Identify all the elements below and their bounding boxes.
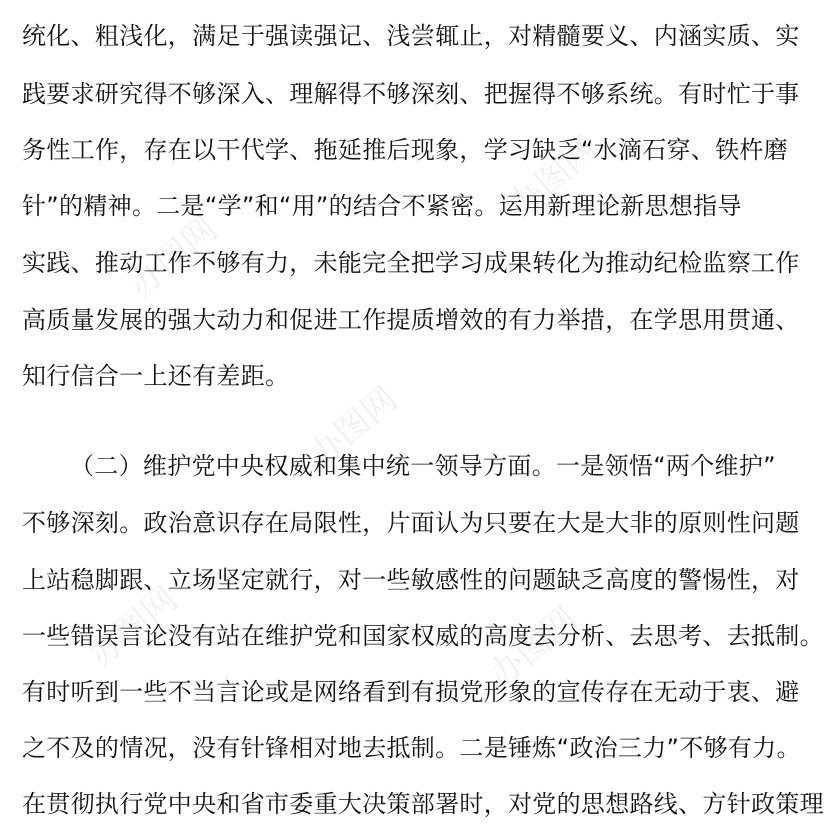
- text-line: 不够深刻。政治意识存在局限性，片面认为只要在大是大非的原则性问题: [22, 509, 800, 537]
- text-line: 高质量发展的强大动力和促进工作提质增效的有力举措，在学思用贯通、: [22, 306, 800, 334]
- text-line: 在贯彻执行党中央和省市委重大决策部署时，对党的思想路线、方针政策理: [22, 790, 824, 818]
- text-line: 之不及的情况，没有针锋相对地去抵制。二是锤炼“政治三力”不够有力。: [22, 734, 801, 762]
- text-line: 针”的精神。二是“学”和“用”的结合不紧密。运用新理论新思想指导: [22, 192, 742, 220]
- text-line: 实践、推动工作不够有力，未能完全把学习成果转化为推动纪检监察工作: [22, 249, 800, 277]
- watermark-text: 办图网: [81, 579, 186, 676]
- text-line: 有时听到一些不当言论或是网络看到有损党形象的宣传存在无动于衷、避: [22, 678, 800, 706]
- text-line: 上站稳脚跟、立场坚定就行，对一些敏感性的问题缺乏高度的警惕性，对: [22, 566, 800, 594]
- watermark-text: 办图网: [121, 209, 226, 306]
- text-line: 务性工作，存在以干代学、拖延推后现象，学习缺乏“水滴石穿、铁杵磨: [22, 136, 789, 164]
- text-line: 一些错误言论没有站在维护党和国家权威的高度去分析、去思考、去抵制。: [22, 622, 824, 650]
- text-line: 践要求研究得不够深入、理解得不够深刻、把握得不够系统。有时忙于事: [22, 80, 800, 108]
- watermark-text: 办图网: [481, 599, 586, 696]
- text-line: 统化、粗浅化，满足于强读强记、浅尝辄止，对精髓要义、内涵实质、实: [22, 22, 800, 50]
- watermark-text: 办图网: [301, 379, 406, 476]
- watermark-text: 办图网: [501, 129, 606, 226]
- text-line: （二）维护党中央权威和集中统一领导方面。一是领悟“两个维护”: [70, 452, 776, 480]
- text-line: 知行信合一上还有差距。: [22, 362, 290, 390]
